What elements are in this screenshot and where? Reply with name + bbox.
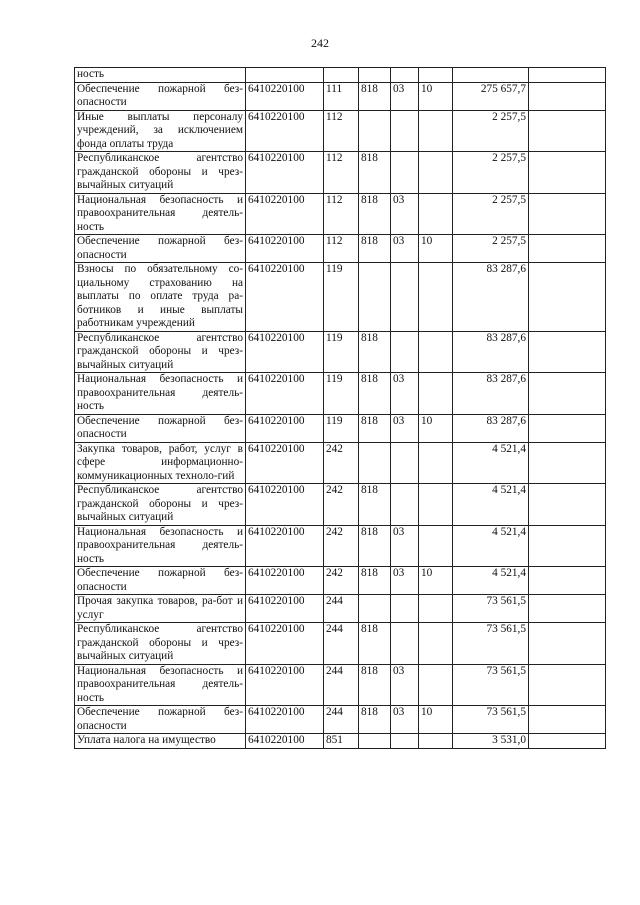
empty-cell bbox=[529, 706, 606, 734]
table-row bbox=[75, 525, 606, 567]
expense-type-cell: 242 bbox=[324, 442, 359, 484]
subsection-cell bbox=[419, 193, 453, 235]
expense-type-cell: 112 bbox=[324, 235, 359, 263]
table-row bbox=[75, 110, 606, 152]
amount-cell: 73 561,5 bbox=[453, 664, 529, 706]
department-code-cell: 818 bbox=[359, 525, 391, 567]
name-cell: Национальная безопасность и правоохранительная деятель-ность bbox=[75, 525, 246, 567]
section-cell bbox=[391, 734, 419, 749]
target-article-cell: 6410220100 bbox=[246, 331, 324, 373]
name-cell: Закупка товаров, работ, услуг в сфере информационно-коммуникационных техноло-гий bbox=[75, 442, 246, 484]
target-article-cell: 6410220100 bbox=[246, 193, 324, 235]
table-row bbox=[75, 567, 606, 595]
subsection-cell: 10 bbox=[419, 235, 453, 263]
section-cell: 03 bbox=[391, 567, 419, 595]
amount-cell: 4 521,4 bbox=[453, 442, 529, 484]
department-code-cell: 818 bbox=[359, 152, 391, 194]
expense-type-cell: 244 bbox=[324, 706, 359, 734]
target-article-cell: 6410220100 bbox=[246, 152, 324, 194]
section-cell bbox=[391, 152, 419, 194]
empty-cell bbox=[529, 235, 606, 263]
section-cell bbox=[391, 68, 419, 83]
department-code-cell: 818 bbox=[359, 235, 391, 263]
amount-cell: 73 561,5 bbox=[453, 595, 529, 623]
empty-cell bbox=[529, 68, 606, 83]
section-cell bbox=[391, 623, 419, 665]
expense-type-cell: 244 bbox=[324, 623, 359, 665]
target-article-cell: 6410220100 bbox=[246, 373, 324, 415]
name-cell: Национальная безопасность и правоохранительная деятель-ность bbox=[75, 373, 246, 415]
target-article-cell: 6410220100 bbox=[246, 623, 324, 665]
empty-cell bbox=[529, 734, 606, 749]
empty-cell bbox=[529, 664, 606, 706]
subsection-cell bbox=[419, 664, 453, 706]
budget-table bbox=[74, 67, 606, 749]
expense-type-cell: 851 bbox=[324, 734, 359, 749]
department-code-cell: 818 bbox=[359, 484, 391, 526]
table-row bbox=[75, 235, 606, 263]
table-row bbox=[75, 414, 606, 442]
expense-type-cell: 242 bbox=[324, 484, 359, 526]
table-row bbox=[75, 263, 606, 332]
table-row bbox=[75, 706, 606, 734]
amount-cell: 4 521,4 bbox=[453, 567, 529, 595]
expense-type-cell bbox=[324, 68, 359, 83]
subsection-cell bbox=[419, 331, 453, 373]
empty-cell bbox=[529, 484, 606, 526]
target-article-cell: 6410220100 bbox=[246, 414, 324, 442]
department-code-cell: 818 bbox=[359, 193, 391, 235]
section-cell bbox=[391, 263, 419, 332]
empty-cell bbox=[529, 373, 606, 415]
expense-type-cell: 111 bbox=[324, 82, 359, 110]
amount-cell bbox=[453, 68, 529, 83]
empty-cell bbox=[529, 82, 606, 110]
section-cell bbox=[391, 442, 419, 484]
expense-type-cell: 242 bbox=[324, 567, 359, 595]
expense-type-cell: 112 bbox=[324, 152, 359, 194]
empty-cell bbox=[529, 263, 606, 332]
target-article-cell: 6410220100 bbox=[246, 82, 324, 110]
table-row bbox=[75, 623, 606, 665]
subsection-cell: 10 bbox=[419, 706, 453, 734]
expense-type-cell: 242 bbox=[324, 525, 359, 567]
table-row bbox=[75, 664, 606, 706]
table-row bbox=[75, 442, 606, 484]
amount-cell: 4 521,4 bbox=[453, 525, 529, 567]
table-row bbox=[75, 193, 606, 235]
target-article-cell: 6410220100 bbox=[246, 235, 324, 263]
section-cell: 03 bbox=[391, 525, 419, 567]
expense-type-cell: 119 bbox=[324, 373, 359, 415]
table-row bbox=[75, 152, 606, 194]
expense-type-cell: 119 bbox=[324, 263, 359, 332]
department-code-cell: 818 bbox=[359, 706, 391, 734]
empty-cell bbox=[529, 110, 606, 152]
section-cell bbox=[391, 484, 419, 526]
department-code-cell: 818 bbox=[359, 331, 391, 373]
name-cell: Уплата налога на имущество bbox=[75, 734, 246, 749]
target-article-cell: 6410220100 bbox=[246, 734, 324, 749]
name-cell: Республиканское агентство гражданской обороны и чрез-вычайных ситуаций bbox=[75, 152, 246, 194]
section-cell bbox=[391, 331, 419, 373]
section-cell: 03 bbox=[391, 414, 419, 442]
empty-cell bbox=[529, 567, 606, 595]
section-cell bbox=[391, 595, 419, 623]
target-article-cell: 6410220100 bbox=[246, 110, 324, 152]
subsection-cell: 10 bbox=[419, 82, 453, 110]
name-cell: Обеспечение пожарной без-опасности bbox=[75, 567, 246, 595]
empty-cell bbox=[529, 414, 606, 442]
subsection-cell bbox=[419, 525, 453, 567]
amount-cell: 73 561,5 bbox=[453, 623, 529, 665]
amount-cell: 275 657,7 bbox=[453, 82, 529, 110]
name-cell: Иные выплаты персоналу учреждений, за исключением фонда оплаты труда bbox=[75, 110, 246, 152]
target-article-cell bbox=[246, 68, 324, 83]
amount-cell: 73 561,5 bbox=[453, 706, 529, 734]
amount-cell: 2 257,5 bbox=[453, 193, 529, 235]
expense-type-cell: 119 bbox=[324, 414, 359, 442]
target-article-cell: 6410220100 bbox=[246, 567, 324, 595]
amount-cell: 83 287,6 bbox=[453, 414, 529, 442]
name-cell: Взносы по обязательному со-циальному страхованию на выплаты по оплате труда ра-ботников и иные выплаты работникам учреждений bbox=[75, 263, 246, 332]
amount-cell: 4 521,4 bbox=[453, 484, 529, 526]
department-code-cell bbox=[359, 263, 391, 332]
section-cell: 03 bbox=[391, 235, 419, 263]
amount-cell: 2 257,5 bbox=[453, 110, 529, 152]
name-cell: Национальная безопасность и правоохранительная деятель-ность bbox=[75, 193, 246, 235]
department-code-cell bbox=[359, 595, 391, 623]
expense-type-cell: 244 bbox=[324, 595, 359, 623]
subsection-cell bbox=[419, 484, 453, 526]
department-code-cell bbox=[359, 68, 391, 83]
name-cell: Обеспечение пожарной без-опасности bbox=[75, 414, 246, 442]
empty-cell bbox=[529, 193, 606, 235]
name-cell: Обеспечение пожарной без-опасности bbox=[75, 235, 246, 263]
subsection-cell bbox=[419, 734, 453, 749]
expense-type-cell: 112 bbox=[324, 110, 359, 152]
section-cell bbox=[391, 110, 419, 152]
page-number: 242 bbox=[311, 36, 329, 50]
subsection-cell bbox=[419, 110, 453, 152]
name-cell: Обеспечение пожарной без-опасности bbox=[75, 82, 246, 110]
target-article-cell: 6410220100 bbox=[246, 595, 324, 623]
department-code-cell: 818 bbox=[359, 373, 391, 415]
table-row bbox=[75, 373, 606, 415]
empty-cell bbox=[529, 152, 606, 194]
name-cell: Прочая закупка товаров, ра-бот и услуг bbox=[75, 595, 246, 623]
subsection-cell bbox=[419, 442, 453, 484]
empty-cell bbox=[529, 331, 606, 373]
subsection-cell: 10 bbox=[419, 567, 453, 595]
amount-cell: 2 257,5 bbox=[453, 235, 529, 263]
department-code-cell: 818 bbox=[359, 664, 391, 706]
empty-cell bbox=[529, 595, 606, 623]
section-cell: 03 bbox=[391, 373, 419, 415]
empty-cell bbox=[529, 525, 606, 567]
empty-cell bbox=[529, 623, 606, 665]
department-code-cell: 818 bbox=[359, 82, 391, 110]
empty-cell bbox=[529, 442, 606, 484]
department-code-cell: 818 bbox=[359, 623, 391, 665]
subsection-cell bbox=[419, 373, 453, 415]
expense-type-cell: 119 bbox=[324, 331, 359, 373]
department-code-cell bbox=[359, 442, 391, 484]
table-row bbox=[75, 734, 606, 749]
amount-cell: 83 287,6 bbox=[453, 373, 529, 415]
amount-cell: 83 287,6 bbox=[453, 331, 529, 373]
name-cell: Республиканское агентство гражданской обороны и чрез-вычайных ситуаций bbox=[75, 484, 246, 526]
section-cell: 03 bbox=[391, 193, 419, 235]
amount-cell: 3 531,0 bbox=[453, 734, 529, 749]
expense-type-cell: 244 bbox=[324, 664, 359, 706]
name-cell: Национальная безопасность и правоохранительная деятель-ность bbox=[75, 664, 246, 706]
target-article-cell: 6410220100 bbox=[246, 525, 324, 567]
section-cell: 03 bbox=[391, 706, 419, 734]
department-code-cell: 818 bbox=[359, 567, 391, 595]
target-article-cell: 6410220100 bbox=[246, 664, 324, 706]
department-code-cell bbox=[359, 110, 391, 152]
section-cell: 03 bbox=[391, 664, 419, 706]
table-row bbox=[75, 484, 606, 526]
subsection-cell bbox=[419, 152, 453, 194]
amount-cell: 2 257,5 bbox=[453, 152, 529, 194]
table-row bbox=[75, 68, 606, 83]
subsection-cell bbox=[419, 68, 453, 83]
target-article-cell: 6410220100 bbox=[246, 263, 324, 332]
target-article-cell: 6410220100 bbox=[246, 442, 324, 484]
department-code-cell: 818 bbox=[359, 414, 391, 442]
table-row bbox=[75, 331, 606, 373]
subsection-cell: 10 bbox=[419, 414, 453, 442]
subsection-cell bbox=[419, 263, 453, 332]
table-row bbox=[75, 82, 606, 110]
amount-cell: 83 287,6 bbox=[453, 263, 529, 332]
expense-type-cell: 112 bbox=[324, 193, 359, 235]
name-cell: ность bbox=[75, 68, 246, 83]
table-body bbox=[75, 68, 606, 749]
target-article-cell: 6410220100 bbox=[246, 706, 324, 734]
table-row bbox=[75, 595, 606, 623]
department-code-cell bbox=[359, 734, 391, 749]
name-cell: Республиканское агентство гражданской обороны и чрез-вычайных ситуаций bbox=[75, 623, 246, 665]
subsection-cell bbox=[419, 595, 453, 623]
name-cell: Обеспечение пожарной без-опасности bbox=[75, 706, 246, 734]
section-cell: 03 bbox=[391, 82, 419, 110]
target-article-cell: 6410220100 bbox=[246, 484, 324, 526]
name-cell: Республиканское агентство гражданской обороны и чрез-вычайных ситуаций bbox=[75, 331, 246, 373]
subsection-cell bbox=[419, 623, 453, 665]
